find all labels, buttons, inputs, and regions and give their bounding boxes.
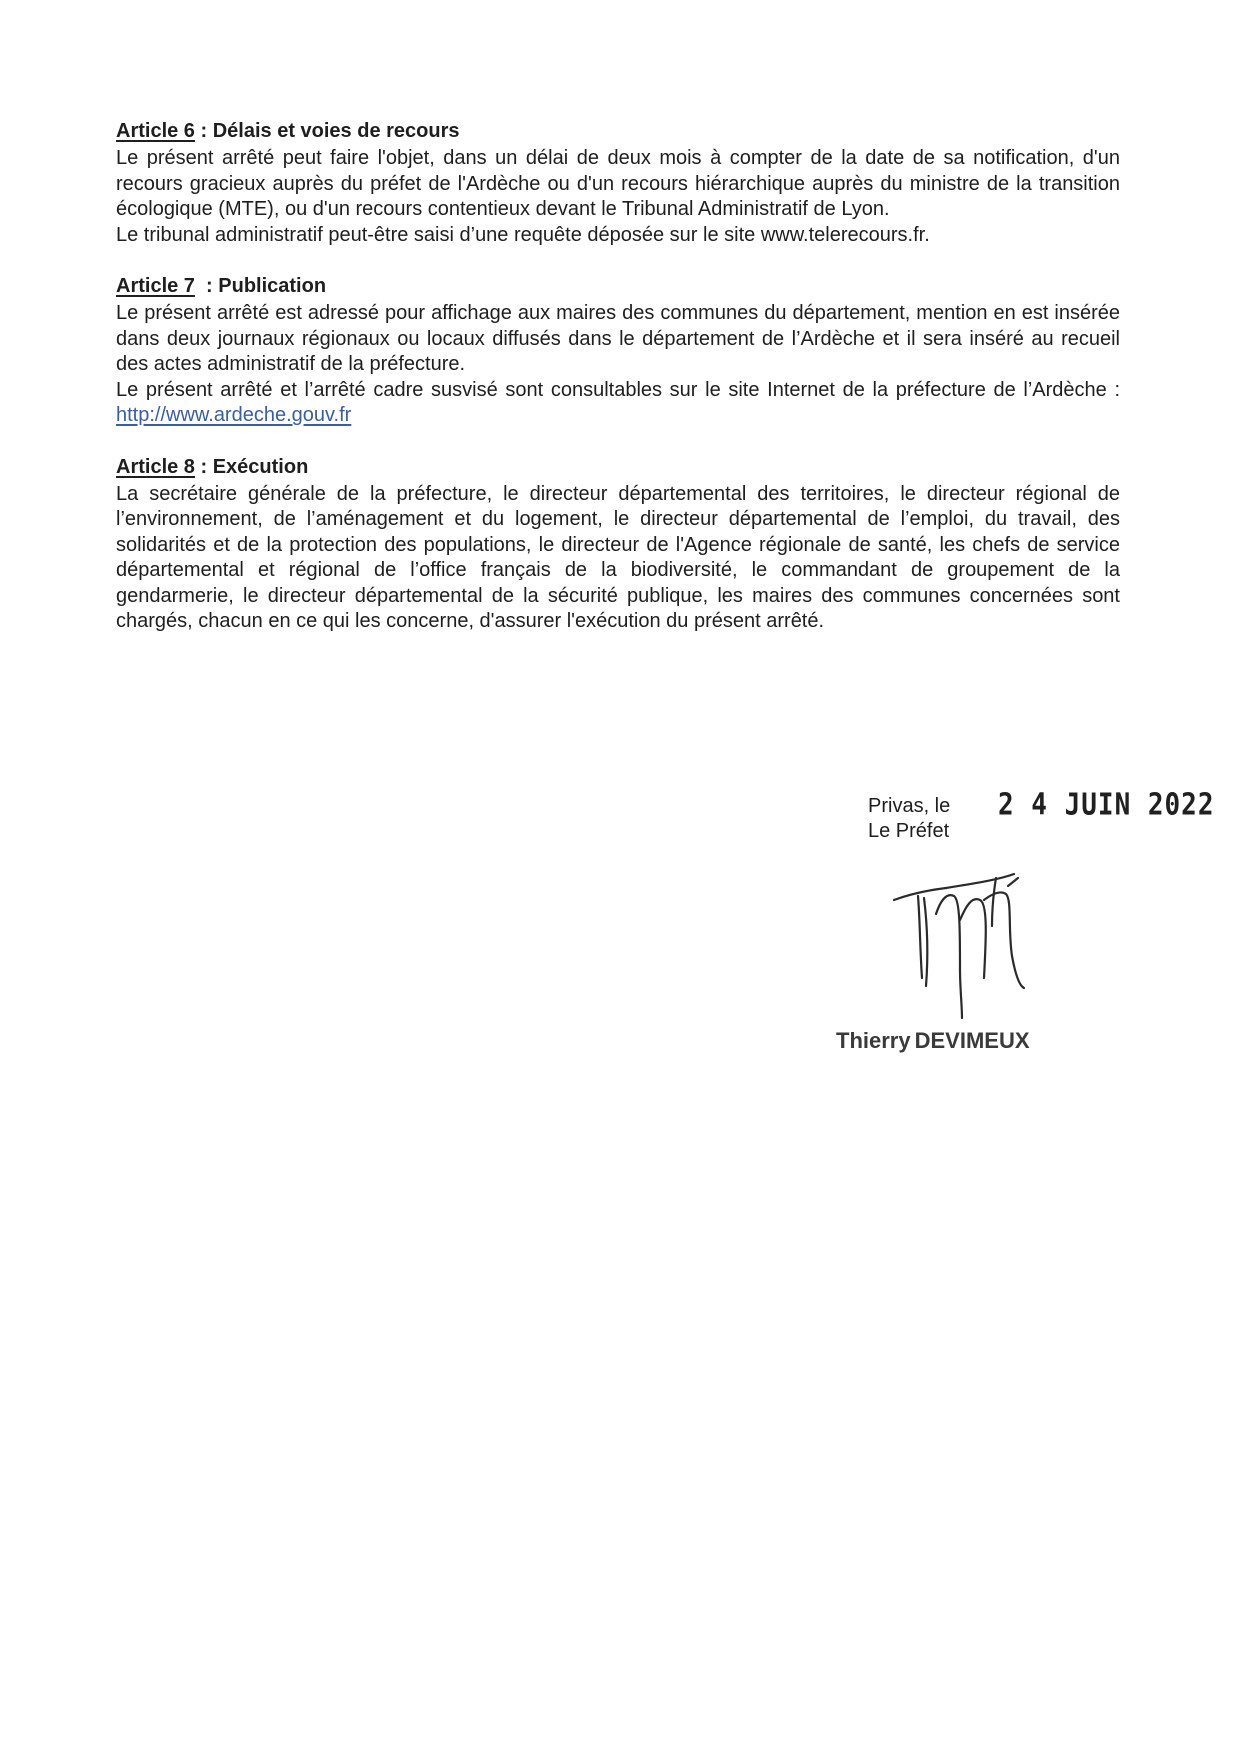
prefect-title: Le Préfet (868, 820, 950, 842)
article-7-link-prefix: Le présent arrêté et l’arrêté cadre susvisé sont consultables sur le site Internet de la préfecture de l’Ardèche : (116, 378, 1120, 401)
prefecture-website-link[interactable]: http://www.ardeche.gouv.fr (116, 404, 352, 426)
article-7-paragraph-2 (116, 378, 1120, 429)
signature-place: Privas, le (868, 795, 951, 817)
date-stamp: 2 4 JUIN 2022 (998, 788, 1215, 823)
article-7-title: : Publication (194, 275, 327, 297)
article-6-title: : Délais et voies de recours (194, 120, 460, 142)
article-8-title: : Exécution (194, 455, 309, 478)
article-6-heading (116, 118, 1120, 144)
article-6-label: Article 6 (116, 120, 195, 142)
article-8-heading (116, 454, 1120, 480)
article-7 (116, 273, 1120, 429)
article-6-paragraph-2: Le tribunal administratif peut-être saisi d’une requête déposée sur le site www.telerecours.fr. (116, 223, 930, 246)
handwritten-signature (880, 860, 1080, 1030)
article-7-label: Article 7 (116, 275, 195, 297)
document-body (116, 118, 1120, 660)
article-7-paragraph-1: Le présent arrêté est adressé pour affichage aux maires des communes du département, mention en est insérée dans deux journaux régionaux ou locaux diffusés dans le département de l’Ardèche et il sera inséré au recueil des actes administratif de la préfecture. (116, 302, 1120, 375)
signatory-first-name: Thierry (836, 1028, 911, 1053)
article-6-paragraph-1: Le présent arrêté peut faire l'objet, dans un délai de deux mois à compter de la date de sa notification, d'un recours gracieux auprès du préfet de l'Ardèche ou d'un recours hiérarchique auprès du ministre de la transition écologique (MTE), ou d'un recours contentieux devant le Tribunal Administratif de Lyon. (116, 147, 1120, 220)
article-8-label: Article 8 (116, 455, 195, 478)
signatory-last-name: DEVIMEUX (914, 1028, 1030, 1053)
signatory-name (836, 1028, 1030, 1054)
signature-block (836, 788, 1215, 1088)
article-6 (116, 118, 1120, 248)
article-8-paragraph-1: La secrétaire générale de la préfecture, le directeur départemental des territoires, le directeur régional de l’environnement, de l’aménagement et du logement, le directeur départemental de l’emploi, du travail, des solidarités et de la protection des populations, le directeur de l'Agence régionale de santé, les chefs de service départemental et régional de l’office français de la biodiversité, le commandant de groupement de la gendarmerie, le directeur départemental de la sécurité publique, les maires des communes concernées sont chargés, chacun en ce qui les concerne, d'assurer l'exécution du présent arrêté. (116, 482, 1120, 632)
article-8 (116, 454, 1120, 635)
article-7-heading (116, 273, 1120, 299)
